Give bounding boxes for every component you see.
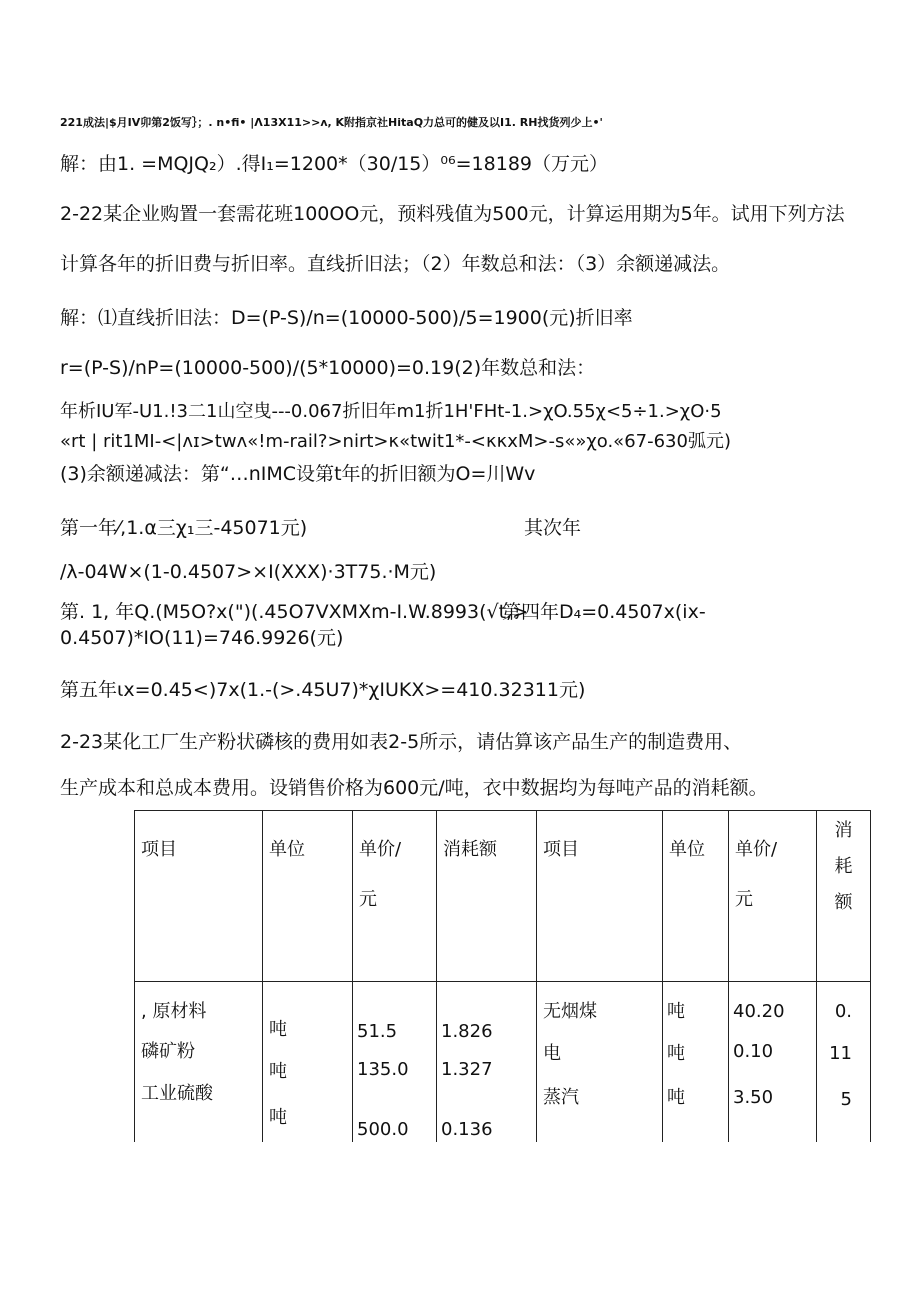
table-cell: 吨 吨 吨	[263, 982, 353, 1143]
header-cell: 单位	[263, 811, 353, 982]
text-line-15: 2-23某化工厂生产粉状磷核的费用如表2-5所示，请估算该产品生产的制造费用、	[60, 731, 743, 753]
text-line-12: 第. 1, 年Q.(M5O?x(")(.45O7VXMXm-I.W.8993(√t,>	[60, 601, 529, 623]
cost-table	[134, 810, 871, 1142]
text-line-10-right: 其次年	[524, 517, 582, 539]
table-cell: 40.20 0.10 3.50	[729, 982, 817, 1143]
table-header-row	[135, 811, 871, 982]
text-line-13: 0.4507)*IO(11)=746.9926(元)	[60, 627, 344, 649]
text-line-10: 第一年⁄,1.α三χ₁三-45071元)	[60, 517, 308, 539]
text-line-1: 221成法|$月IV卯第2饭写｝；. n•fi• |Λ13X11>>ʌ, K附指京社HitaQ力总可的健及以I1. RH找货列少上•'	[60, 116, 603, 129]
table-cell: 1.826 1.327 0.136	[437, 982, 537, 1143]
table-cell: , 原材料 磷矿粉 工业硫酸	[135, 982, 263, 1143]
text-line-5: 解：⑴直线折旧法：D=(P-S)∕n=(10000-500)/5=1900(元)折旧率	[60, 307, 633, 329]
header-cell: 项目	[135, 811, 263, 982]
text-line-8: «rt | rit1MI-<|ʌɪ>twʌ«!m-rail?>nirt>κ«twit1*-<κκxM>-s«»χo.«67-630弧元)	[60, 431, 731, 452]
text-line-14: 第五年ιx=0.45<)7x(1.-(>.45U7)*χIUKX>=410.32311元)	[60, 679, 586, 701]
header-cell: 消耗额	[437, 811, 537, 982]
header-cell: 单位	[663, 811, 729, 982]
table-cell: 吨 吨 吨	[663, 982, 729, 1143]
header-cell: 项目	[537, 811, 663, 982]
table-cell: 0. 11 5	[817, 982, 871, 1143]
text-line-11: ∕λ-04W×(1-0.4507>×I(XXX)·3T75.·M元)	[60, 561, 437, 583]
table-cell: 51.5 135.0 500.0	[353, 982, 437, 1143]
header-cell: 消 耗 额	[817, 811, 871, 982]
table-row	[135, 982, 871, 1143]
text-line-4: 计算各年的折旧费与折旧率。直线折旧法；（2）年数总和法：（3）余额递减法。	[60, 253, 731, 275]
text-line-3: 2-22某企业购置一套需花班100OO元，预料残值为500元，计算运用期为5年。试用下列方法	[60, 203, 845, 225]
header-cell: 单价/ 元	[353, 811, 437, 982]
text-line-9: (3)余额递减法：第“…nIMC设第t年的折旧额为O=川Wv	[60, 463, 536, 485]
table-cell: 无烟煤 电 蒸汽	[537, 982, 663, 1143]
text-line-6: r=(P-S)∕nP=(10000-500)/(5*10000)=0.19(2)年数总和法：	[60, 357, 596, 379]
text-line-2: 解：由1. =MQJQ₂）.得I₁=1200*（30/15）⁰⁶=18189（万元）	[60, 153, 608, 175]
text-line-16: 生产成本和总成本费用。设销售价格为600元/吨，衣中数据均为每吨产品的消耗额。	[60, 777, 768, 799]
text-line-7: 年析IU军-U1.!3二1山空曳---0.067折旧年m1折1H'FHt-1.>χO.55χ<5÷1.>χO·5	[60, 401, 722, 422]
header-cell: 单价/ 元	[729, 811, 817, 982]
text-line-12-right: 第四年D₄=0.4507x(ix-	[502, 601, 706, 623]
